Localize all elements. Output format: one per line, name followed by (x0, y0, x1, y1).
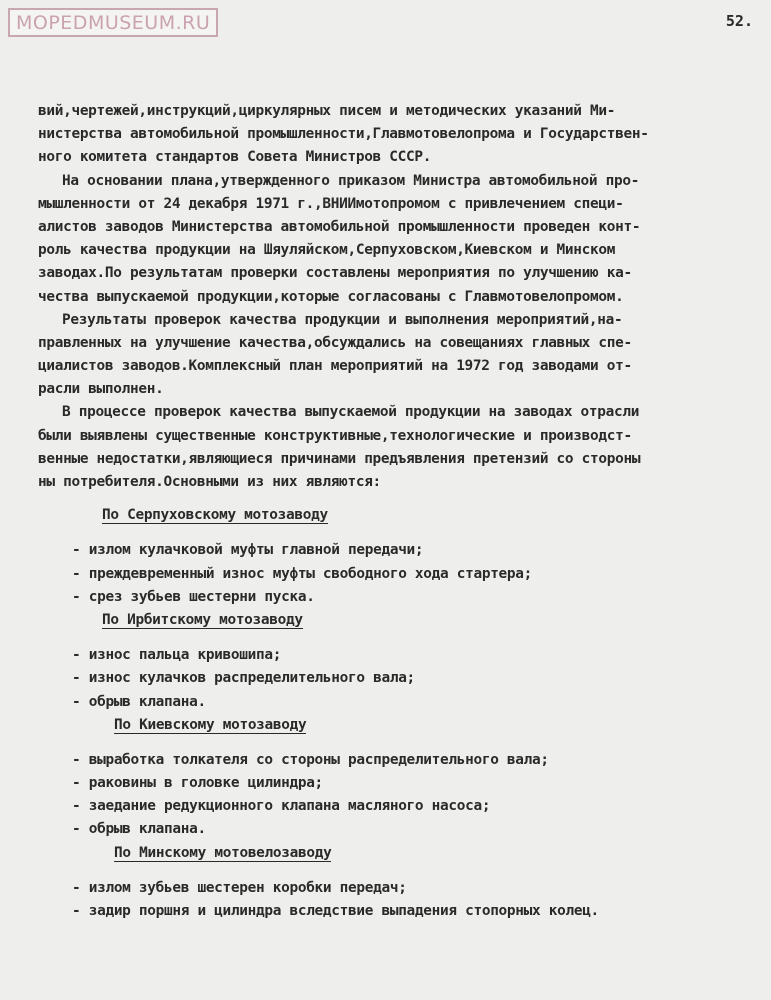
text-line: мышленности от 24 декабря 1971 г.,ВНИИмотопромом с привлечением специ- (38, 195, 624, 212)
document-body (38, 100, 760, 923)
list-item: - износ пальца кривошипа; (72, 647, 282, 664)
list-item: - излом кулачковой муфты главной передачи; (72, 542, 424, 559)
text-line: На основании плана,утвержденного приказом Министра автомобильной про- (62, 172, 640, 189)
list-item: - обрыв клапана. (72, 821, 206, 838)
list-item: - срез зубьев шестерни пуска. (72, 588, 315, 605)
text-line: нистерства автомобильной промышленности,Главмотовелопрома и Государствен- (38, 126, 649, 143)
section-heading-kiev: По Киевскому мотозаводу (114, 716, 307, 733)
page-number: 52. (725, 12, 753, 30)
text-line: расли выполнен. (38, 381, 164, 398)
list-item: - раковины в головке цилиндра; (72, 775, 323, 792)
watermark-logo: MOPEDMUSEUM.RU (8, 8, 218, 37)
text-line: заводах.По результатам проверки составлены мероприятия по улучшению ка- (38, 265, 632, 282)
list-item: - износ кулачков распределительного вала; (72, 670, 415, 687)
list-item: - излом зубьев шестерен коробки передач; (72, 879, 407, 896)
text-line: были выявлены существенные конструктивные,технологические и производст- (38, 427, 632, 444)
list-item: - преждевременный износ муфты свободного хода стартера; (72, 565, 533, 582)
list-item: - выработка толкателя со стороны распределительного вала; (72, 751, 549, 768)
text-line: правленных на улучшение качества,обсуждались на совещаниях главных спе- (38, 334, 632, 351)
text-line: вий,чертежей,инструкций,циркулярных писем и методических указаний Ми- (38, 103, 616, 119)
text-line: алистов заводов Министерства автомобильной промышленности проведен конт- (38, 218, 641, 235)
text-line: Результаты проверок качества продукции и выполнения мероприятий,на- (62, 311, 623, 328)
list-item: - обрыв клапана. (72, 693, 206, 710)
text-line: венные недостатки,являющиеся причинами предъявления претензий со стороны (38, 450, 641, 467)
text-line: В процессе проверок качества выпускаемой продукции на заводах отрасли (62, 404, 640, 421)
section-heading-serpukhov: По Серпуховскому мотозаводу (102, 507, 328, 524)
text-line: циалистов заводов.Комплексный план мероприятий на 1972 год заводами от- (38, 358, 632, 375)
text-line: чества выпускаемой продукции,которые согласованы с Главмотовелопромом. (38, 288, 624, 305)
list-item: - заедание редукционного клапана масляного насоса; (72, 798, 491, 815)
section-heading-minsk: По Минскому мотовелозаводу (114, 844, 332, 861)
text-line: ного комитета стандартов Совета Министров СССР. (38, 149, 432, 166)
text-line: ны потребителя.Основными из них являются: (38, 474, 381, 490)
list-item: - задир поршня и цилиндра вследствие выпадения стопорных колец. (72, 903, 599, 919)
text-line: роль качества продукции на Шяуляйском,Серпуховском,Киевском и Минском (38, 242, 616, 259)
section-heading-irbit: По Ирбитскому мотозаводу (102, 611, 303, 628)
